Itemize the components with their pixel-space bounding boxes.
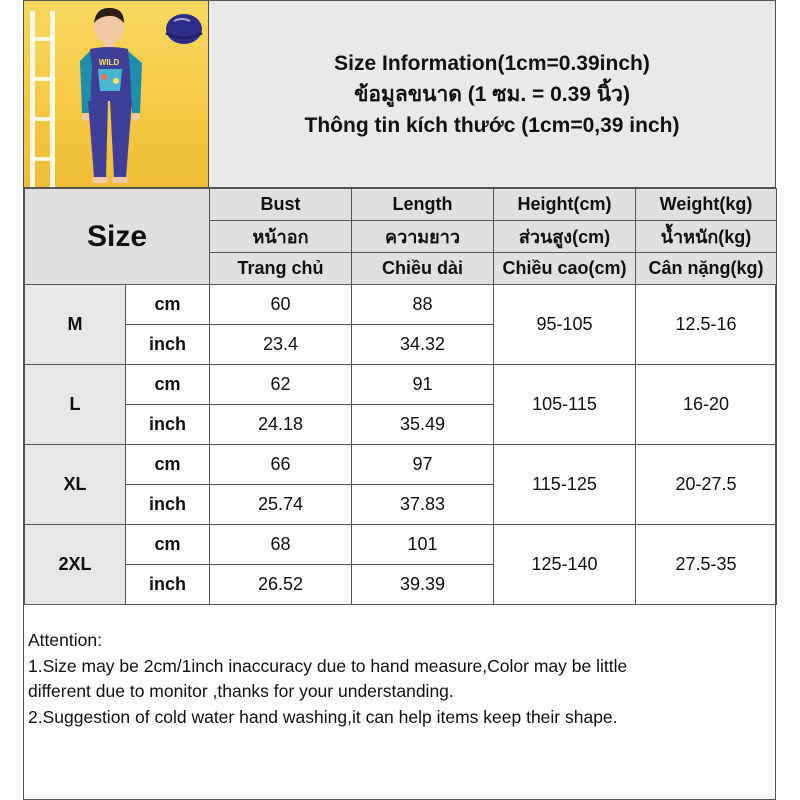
bust-inch-value: 25.74 [210, 485, 352, 525]
height-range: 115-125 [494, 445, 636, 525]
weight-range: 20-27.5 [636, 445, 777, 525]
length-header: Length [352, 189, 494, 221]
bust-inch-value: 24.18 [210, 405, 352, 445]
shirt-print-text: WILD [98, 58, 120, 67]
header-row-english [25, 189, 777, 221]
size-info-thai: ข้อมูลขนาด (1 ซม. = 0.39 นิ้ว) [354, 82, 630, 106]
bust-cm-value: 68 [210, 525, 352, 565]
weight-range: 27.5-35 [636, 525, 777, 605]
length-inch-value: 35.49 [352, 405, 494, 445]
bust-inch-value: 23.4 [210, 325, 352, 365]
note-2: 2.Suggestion of cold water hand washing,it can help items keep their shape. [28, 706, 618, 727]
unit-cm: cm [126, 285, 210, 325]
unit-cm: cm [126, 445, 210, 485]
kid-swimsuit-illustration [24, 1, 208, 187]
weight-range: 12.5-16 [636, 285, 777, 365]
length-cm-value: 97 [352, 445, 494, 485]
length-header-vietnamese: Chiều dài [352, 253, 494, 285]
length-cm-value: 88 [352, 285, 494, 325]
size-table [24, 188, 777, 605]
bust-cm-value: 60 [210, 285, 352, 325]
height-header-vietnamese: Chiều cao(cm) [494, 253, 636, 285]
length-cm-value: 91 [352, 365, 494, 405]
bust-header-vietnamese: Trang chủ [210, 253, 352, 285]
length-header-thai: ความยาว [352, 221, 494, 253]
table-row [25, 445, 777, 485]
table-row [25, 285, 777, 325]
size-name: 2XL [25, 525, 126, 605]
product-photo [24, 1, 209, 188]
attention-notes [28, 628, 773, 730]
unit-inch: inch [126, 405, 210, 445]
size-info-banner [209, 1, 775, 188]
table-row [25, 525, 777, 565]
size-name: M [25, 285, 126, 365]
weight-header: Weight(kg) [636, 189, 777, 221]
size-info-vietnamese: Thông tin kích thước (1cm=0,39 inch) [304, 113, 680, 137]
unit-inch: inch [126, 485, 210, 525]
height-range: 105-115 [494, 365, 636, 445]
size-heading: Size [25, 189, 210, 285]
size-name: L [25, 365, 126, 445]
length-inch-value: 39.39 [352, 565, 494, 605]
unit-inch: inch [126, 565, 210, 605]
unit-cm: cm [126, 365, 210, 405]
bust-header-thai: หน้าอก [210, 221, 352, 253]
size-name: XL [25, 445, 126, 525]
length-inch-value: 37.83 [352, 485, 494, 525]
table-row [25, 365, 777, 405]
unit-inch: inch [126, 325, 210, 365]
bust-cm-value: 66 [210, 445, 352, 485]
bust-inch-value: 26.52 [210, 565, 352, 605]
height-header: Height(cm) [494, 189, 636, 221]
weight-range: 16-20 [636, 365, 777, 445]
notes-title: Attention: [28, 630, 102, 650]
bust-cm-value: 62 [210, 365, 352, 405]
note-1-line-1: 1.Size may be 2cm/1inch inaccuracy due to hand measure,Color may be little [28, 655, 628, 676]
length-inch-value: 34.32 [352, 325, 494, 365]
height-range: 125-140 [494, 525, 636, 605]
size-info-english: Size Information(1cm=0.39inch) [334, 51, 650, 75]
weight-header-vietnamese: Cân nặng(kg) [636, 253, 777, 285]
note-1-line-2: different due to monitor ,thanks for your understanding. [28, 681, 454, 701]
length-cm-value: 101 [352, 525, 494, 565]
bust-header: Bust [210, 189, 352, 221]
unit-cm: cm [126, 525, 210, 565]
weight-header-thai: น้ำหนัก(kg) [636, 221, 777, 253]
height-range: 95-105 [494, 285, 636, 365]
height-header-thai: ส่วนสูง(cm) [494, 221, 636, 253]
